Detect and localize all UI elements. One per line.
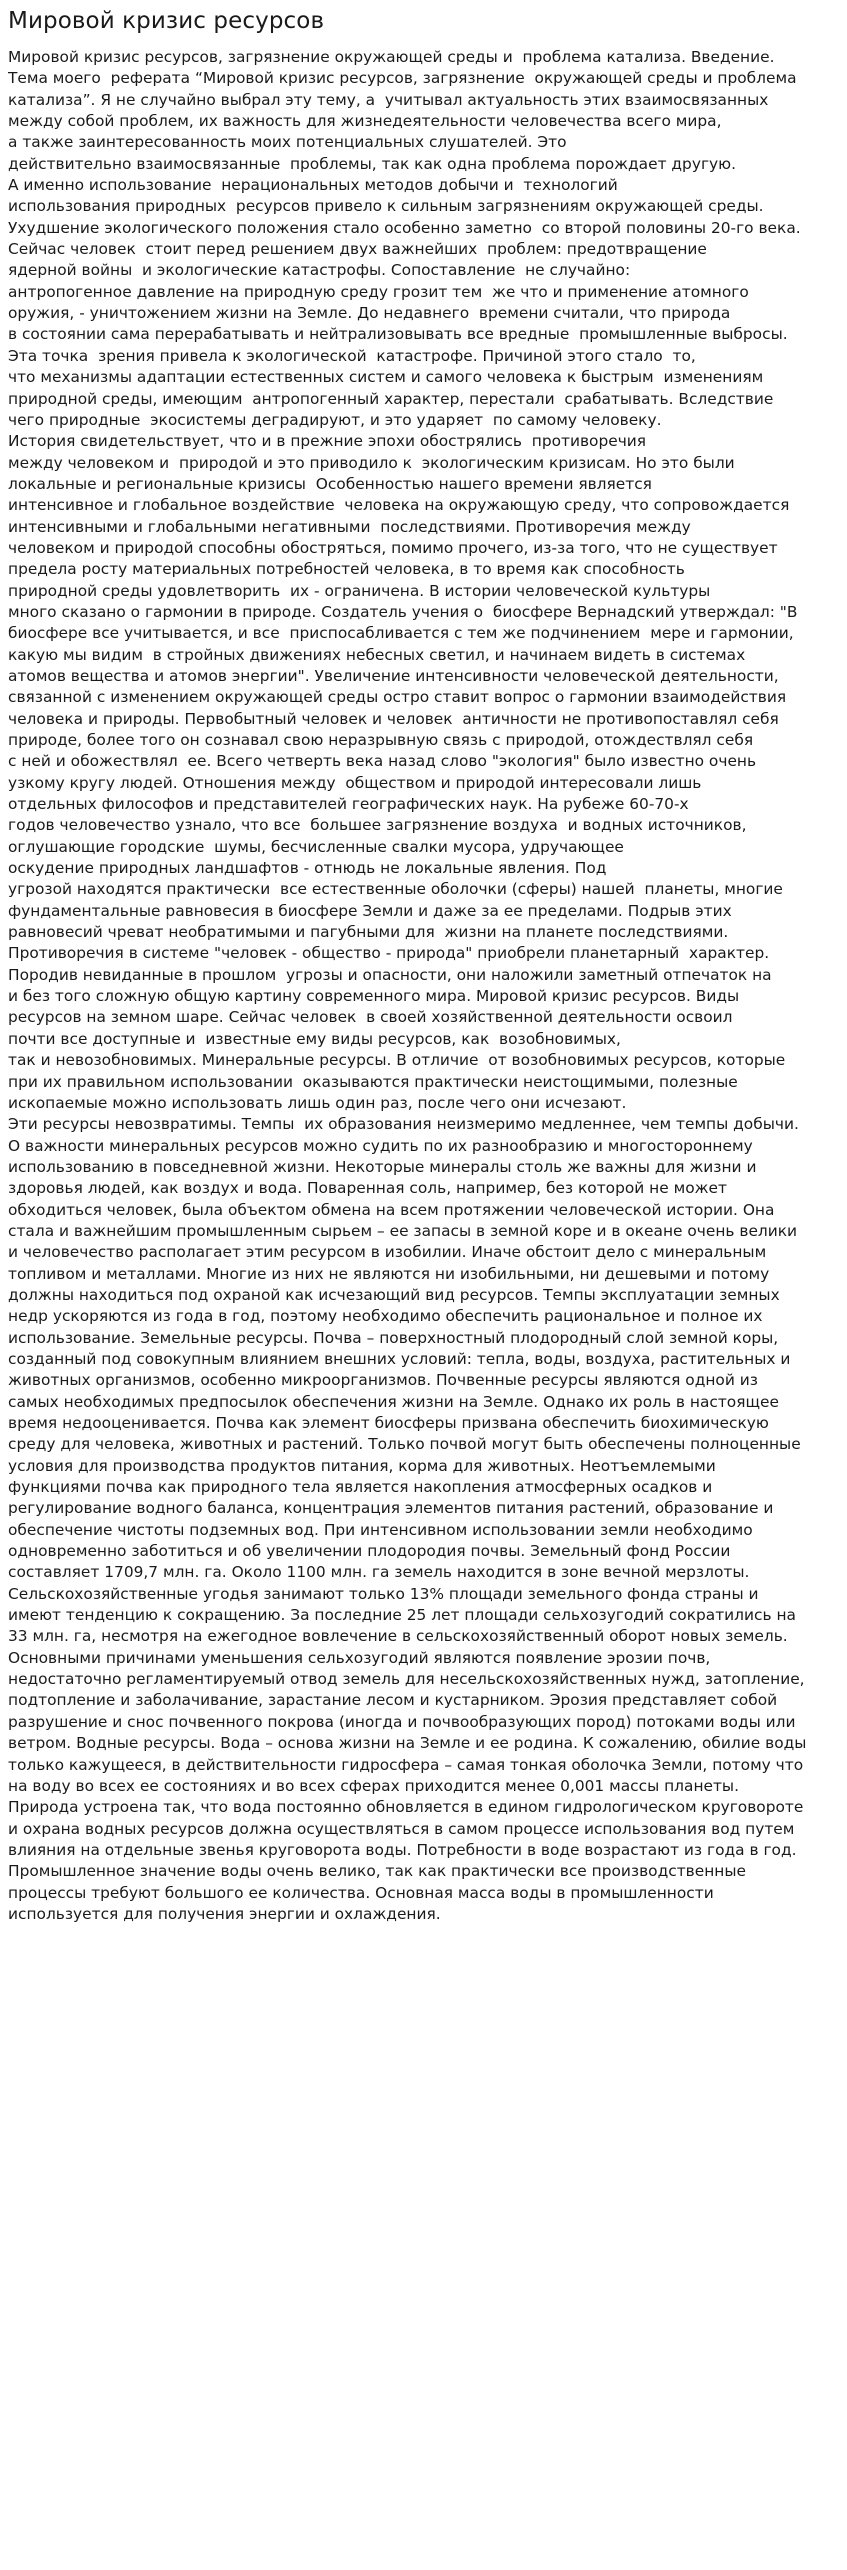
text-line: стала и важнейшим промышленным сырьем – ее запасы в земной коре и в океане очень велики (8, 1221, 798, 1240)
text-line: недостаточно регламентируемый отвод земель для несельскохозяйственных нужд, затопление, (8, 1670, 805, 1689)
text-line: между собой проблем, их важность для жизнедеятельности человечества всего мира, (8, 112, 722, 131)
text-line: подтопление и заболачивание, зарастание лесом и кустарником. Эрозия представляет собой (8, 1691, 778, 1710)
text-line: разрушение и снос почвенного покрова (иногда и почвообразующих пород) потоками воды или (8, 1712, 796, 1731)
text-line: а также заинтересованность моих потенциальных слушателей. Это (8, 133, 567, 152)
text-line: Основными причинами уменьшения сельхозугодий являются появление эрозии почв, (8, 1648, 711, 1667)
text-line: Эта точка зрения привела к экологической катастрофе. Причиной этого стало то, (8, 346, 696, 365)
text-line: много сказано о гармонии в природе. Создатель учения о биосфере Вернадский утверждал: "В (8, 602, 798, 621)
text-line: топливом и металлами. Многие из них не являются ни изобильными, ни дешевыми и потому (8, 1264, 770, 1283)
text-line: фундаментальные равновесия в биосфере Земли и даже за ее пределами. Подрыв этих (8, 901, 732, 920)
text-line: Сейчас человек стоит перед решением двух важнейших проблем: предотвращение (8, 240, 707, 259)
text-line: действительно взаимосвязанные проблемы, так как одна проблема порождает другую. (8, 154, 736, 173)
text-line: Породив невиданные в прошлом угрозы и опасности, они наложили заметный отпечаток на (8, 965, 772, 984)
text-line: недр ускоряются из года в год, поэтому необходимо обеспечить рациональное и полное их (8, 1307, 763, 1326)
text-line: чего природные экосистемы деградируют, и это ударяет по самому человеку. (8, 410, 662, 429)
text-line: используется для получения энергии и охлаждения. (8, 1904, 441, 1923)
text-line: Тема моего реферата “Мировой кризис ресурсов, загрязнение окружающей среды и проблема (8, 69, 797, 88)
text-line: ядерной войны и экологические катастрофы. Сопоставление не случайно: (8, 261, 631, 280)
text-line: атомов вещества и атомов энергии". Увеличение интенсивности человеческой деятельности, (8, 666, 779, 685)
text-line: использования природных ресурсов привело к сильным загрязнениям окружающей среды. (8, 197, 764, 216)
text-line: при их правильном использовании оказываются практически неистощимыми, полезные (8, 1072, 738, 1091)
text-line: так и невозобновимых. Минеральные ресурсы. В отличие от возобновимых ресурсов, которые (8, 1051, 786, 1070)
text-line: отдельных философов и представителей географических наук. На рубеже 60-70-х (8, 795, 689, 814)
text-line: использованию в повседневной жизни. Некоторые минералы столь же важны для жизни и (8, 1157, 757, 1176)
text-line: имеют тенденцию к сокращению. За последние 25 лет площади сельхозугодий сократились на (8, 1606, 796, 1625)
text-line: Природа устроена так, что вода постоянно обновляется в едином гидрологическом круговороте (8, 1798, 804, 1817)
page-title: Мировой кризис ресурсов (8, 8, 325, 34)
text-line: обходиться человек, была объектом обмена на всем протяжении человеческой истории. Она (8, 1200, 775, 1219)
text-line: связанной с изменением окружающей среды остро ставит вопрос о гармонии взаимодействия (8, 688, 787, 707)
text-line: локальные и региональные кризисы Особенностью нашего времени является (8, 474, 652, 493)
text-line: здоровья людей, как воздух и вода. Поваренная соль, например, без которой не может (8, 1179, 727, 1198)
article-body (8, 47, 843, 1925)
text-line: условия для производства продуктов питания, корма для животных. Неотъемлемыми (8, 1456, 716, 1475)
text-line: и без того сложную общую картину современного мира. Мировой кризис ресурсов. Виды (8, 987, 740, 1006)
text-line: узкому кругу людей. Отношения между обществом и природой интересовали лишь (8, 773, 702, 792)
text-line: антропогенное давление на природную среду грозит тем же что и применение атомного (8, 282, 749, 301)
text-line: регулирование водного баланса, концентрация элементов питания растений, образование и (8, 1499, 774, 1518)
text-line: природной среды, имеющим антропогенный характер, перестали срабатывать. Вследствие (8, 389, 774, 408)
text-line: ископаемые можно использовать лишь один раз, после чего они исчезают. (8, 1093, 627, 1112)
text-line: оглушающие городские шумы, бесчисленные свалки мусора, удручающее (8, 837, 624, 856)
text-line: Ухудшение экологического положения стало особенно заметно со второй половины 20-го века. (8, 218, 801, 237)
text-line: с ней и обожествлял ее. Всего четверть века назад слово "экология" было известно очень (8, 752, 757, 771)
text-line: оружия, - уничтожением жизни на Земле. До недавнего времени считали, что природа (8, 304, 731, 323)
text-line: и охрана водных ресурсов должна осуществляться в самом процессе использования вод путем (8, 1819, 795, 1838)
text-line: ресурсов на земном шаре. Сейчас человек в своей хозяйственной деятельности освоил (8, 1008, 733, 1027)
text-line: должны находиться под охраной как исчезающий вид ресурсов. Темпы эксплуатации земных (8, 1285, 780, 1304)
text-line: человека и природы. Первобытный человек и человек античности не противопоставлял себя (8, 709, 779, 728)
text-line: История свидетельствует, что и в прежние эпохи обострялись противоречия (8, 432, 647, 451)
text-line: Противоречия в системе "человек - общество - природа" приобрели планетарный характер. (8, 944, 770, 963)
text-line: одновременно заботиться и об увеличении плодородия почвы. Земельный фонд России (8, 1542, 731, 1561)
text-line: самых необходимых предпосылок обеспечения жизни на Земле. Однако их роль в настоящее (8, 1392, 779, 1411)
text-line: интенсивными и глобальными негативными последствиями. Противоречия между (8, 517, 691, 536)
text-line: что механизмы адаптации естественных систем и самого человека к быстрым изменениям (8, 368, 764, 387)
text-line: угрозой находятся практически все естественные оболочки (сферы) нашей планеты, многие (8, 880, 783, 899)
text-line: Сельскохозяйственные угодья занимают только 13% площади земельного фонда страны и (8, 1584, 759, 1603)
text-line: человеком и природой способны обостряться, помимо прочего, из-за того, что не существует (8, 538, 778, 557)
text-line: интенсивное и глобальное воздействие человека на окружающую среду, что сопровождается (8, 496, 790, 515)
text-line: биосфере все учитывается, и все приспосабливается с тем же подчинением мере и гармонии, (8, 624, 794, 643)
text-line: 33 млн. га, несмотря на ежегодное вовлечение в сельскохозяйственный оборот новых земель. (8, 1627, 788, 1646)
text-line: животных организмов, особенно микроорганизмов. Почвенные ресурсы являются одной из (8, 1371, 758, 1390)
text-line: годов человечество узнало, что все большее загрязнение воздуха и водных источников, (8, 816, 747, 835)
text-line: влияния на отдельные звенья круговорота воды. Потребности в воде возрастают из года в год. (8, 1840, 797, 1859)
text-line: оскудение природных ландшафтов - отнюдь не локальные явления. Под (8, 859, 607, 878)
text-line: Эти ресурсы невозвратимы. Темпы их образования неизмеримо медленнее, чем темпы добычи. (8, 1115, 799, 1134)
text-line: предела росту материальных потребностей человека, в то время как способность (8, 560, 685, 579)
text-line: обеспечение чистоты подземных вод. При интенсивном использовании земли необходимо (8, 1520, 753, 1539)
text-line: ветром. Водные ресурсы. Вода – основа жизни на Земле и ее родина. К сожалению, обилие воды (8, 1734, 807, 1753)
text-line: в состоянии сама перерабатывать и нейтрализовывать все вредные промышленные выбросы. (8, 325, 788, 344)
text-line: А именно использование нерациональных методов добычи и технологий (8, 176, 618, 195)
text-line: какую мы видим в стройных движениях небесных светил, и начинаем видеть в системах (8, 645, 746, 664)
text-line: время недооценивается. Почва как элемент биосферы призвана обеспечить биохимическую (8, 1414, 769, 1432)
text-line: равновесий чреват необратимыми и пагубными для жизни на планете последствиями. (8, 923, 729, 942)
text-line: О важности минеральных ресурсов можно судить по их разнообразию и многостороннему (8, 1136, 753, 1155)
text-line: природе, более того он сознавал свою неразрывную связь с природой, отождествлял себя (8, 731, 754, 749)
text-line: созданный под совокупным влиянием внешних условий: тепла, воды, воздуха, растительных и (8, 1349, 791, 1368)
text-line: и человечество располагает этим ресурсом в изобилии. Иначе обстоит дело с минеральным (8, 1243, 767, 1262)
text-line: на воду во всех ее состояниях и во всех сферах приходится менее 0,001 массы планеты. (8, 1776, 739, 1795)
text-line: Мировой кризис ресурсов, загрязнение окружающей среды и проблема катализа. Введение. (8, 48, 775, 66)
text-line: Промышленное значение воды очень велико, так как практически все производственные (8, 1862, 746, 1881)
text-line: почти все доступные и известные ему виды ресурсов, как возобновимых, (8, 1029, 621, 1048)
text-line: среду для человека, животных и растений. Только почвой могут быть обеспечены полноценные (8, 1435, 801, 1454)
text-line: между человеком и природой и это приводило к экологическим кризисам. Но это были (8, 453, 735, 472)
text-line: природной среды удовлетворить их - ограничена. В истории человеческой культуры (8, 581, 711, 600)
text-line: только кажущееся, в действительности гидросфера – самая тонкая оболочка Земли, потому что (8, 1755, 804, 1774)
text-line: использование. Земельные ресурсы. Почва – поверхностный плодородный слой земной коры, (8, 1328, 779, 1347)
text-line: составляет 1709,7 млн. га. Около 1100 млн. га земель находится в зоне вечной мерзлоты. (8, 1563, 750, 1582)
text-line: катализа”. Я не случайно выбрал эту тему, а учитывал актуальность этих взаимосвязанных (8, 90, 769, 109)
text-line: функциями почва как природного тела является накопления атмосферных осадков и (8, 1478, 713, 1497)
text-line: процессы требуют большого ее количества. Основная масса воды в промышленности (8, 1883, 714, 1902)
